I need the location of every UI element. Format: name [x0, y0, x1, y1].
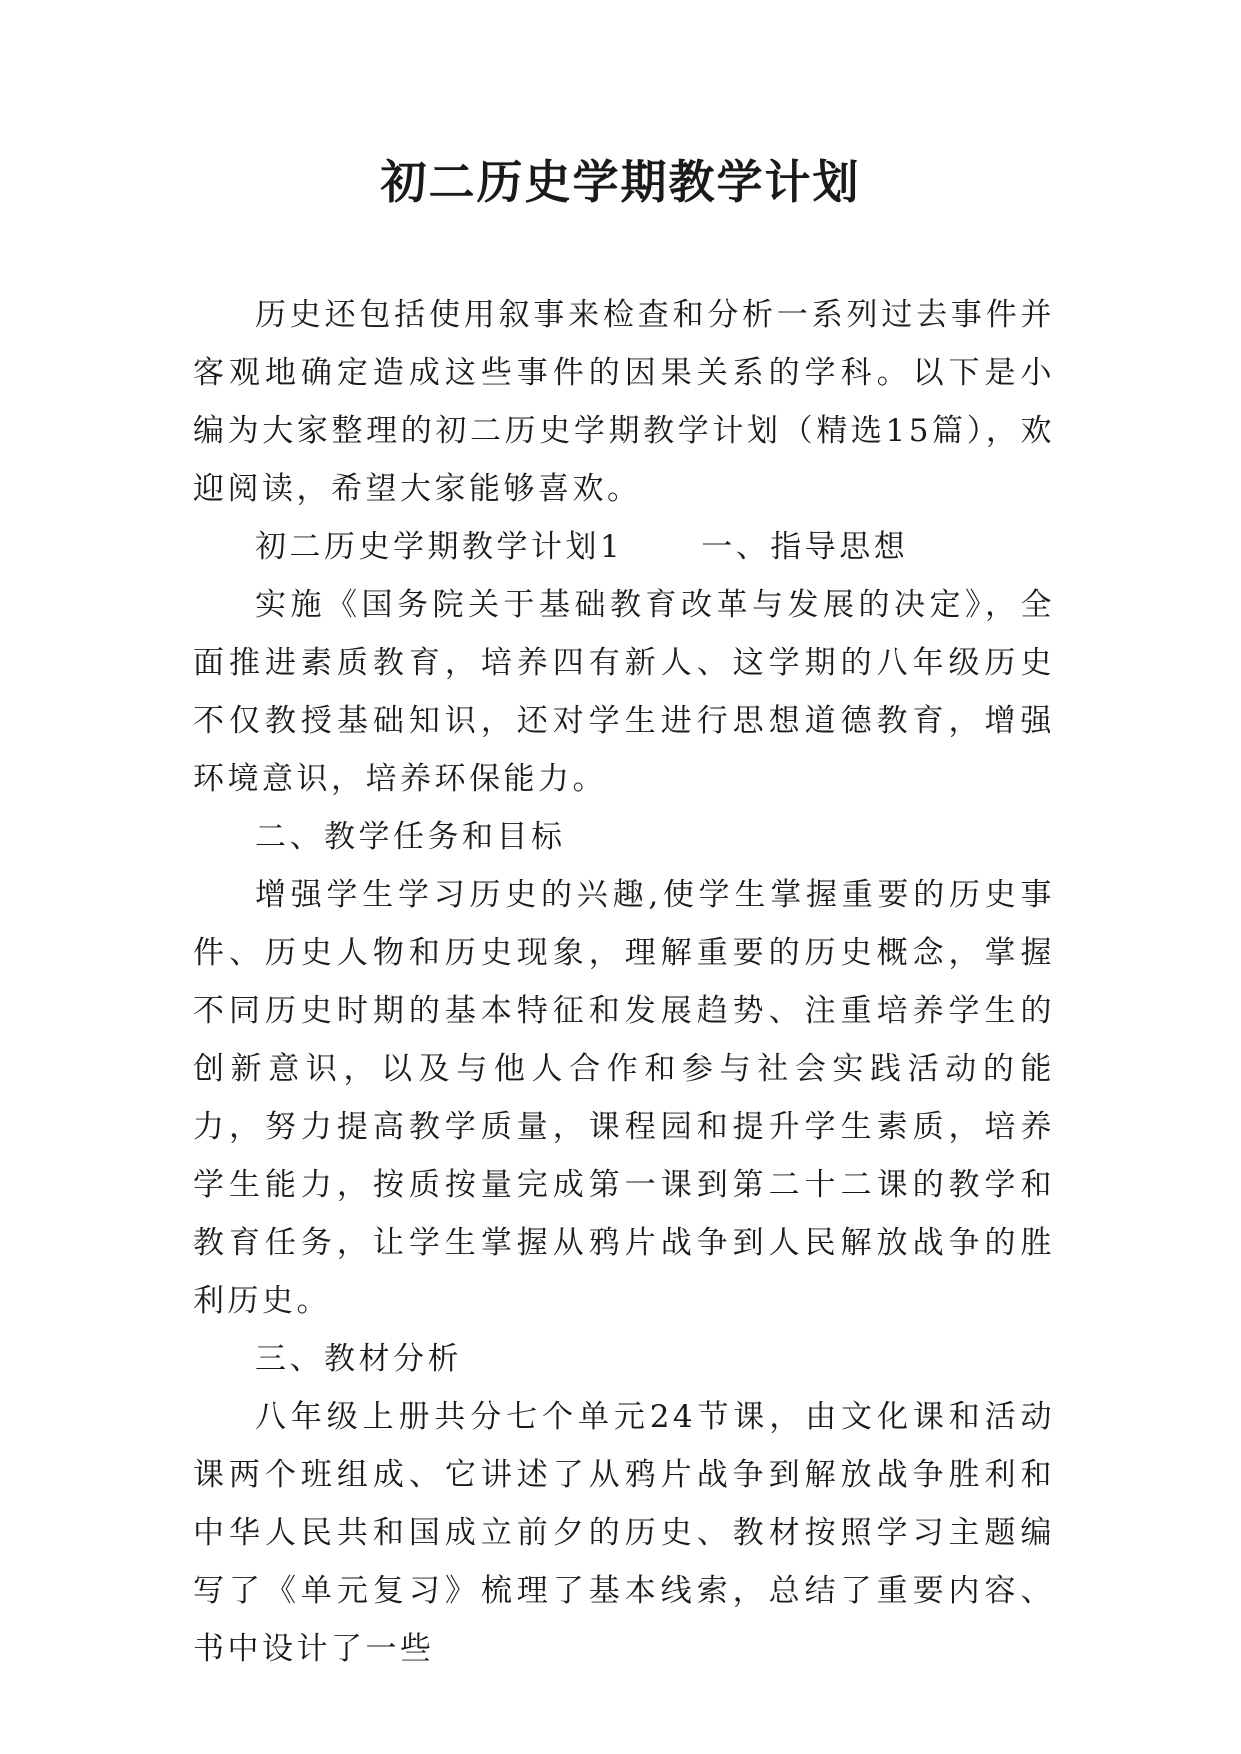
guiding-thought-paragraph: 实施《国务院关于基础教育改革与发展的决定》，全面推进素质教育，培养四有新人、这学期的八年级历史不仅教授基础知识，还对学生进行思想道德教育，增强环境意识，培养环保能力。: [193, 587, 1055, 797]
document-body: [193, 286, 1055, 1678]
section-heading-tasks: 二、教学任务和目标: [255, 819, 566, 855]
section-heading-textbook: 三、教材分析: [255, 1341, 462, 1377]
plan-heading: [193, 518, 1055, 576]
plan-label: 初二历史学期教学计划1: [255, 529, 624, 565]
document-title: 初二历史学期教学计划: [380, 155, 861, 209]
intro-paragraph: 历史还包括使用叙事来检查和分析一系列过去事件并客观地确定造成这些事件的因果关系的学科。以下是小编为大家整理的初二历史学期教学计划（精选15篇），欢迎阅读，希望大家能够喜欢。: [193, 297, 1055, 507]
textbook-paragraph: 八年级上册共分七个单元24节课，由文化课和活动课两个班组成、它讲述了从鸦片战争到解放战争胜利和中华人民共和国成立前夕的历史、教材按照学习主题编写了《单元复习》梳理了基本线索，总结了重要内容、书中设计了一些: [193, 1399, 1055, 1667]
tasks-paragraph: 增强学生学习历史的兴趣,使学生掌握重要的历史事件、历史人物和历史现象，理解重要的历史概念，掌握不同历史时期的基本特征和发展趋势、注重培养学生的创新意识，以及与他人合作和参与社会实践活动的能力，努力提高教学质量，课程园和提升学生素质，培养学生能力，按质按量完成第一课到第二十二课的教学和教育任务，让学生掌握从鸦片战争到人民解放战争的胜利历史。: [193, 877, 1055, 1319]
section-heading-guiding-thought: 一、指导思想: [701, 529, 909, 565]
